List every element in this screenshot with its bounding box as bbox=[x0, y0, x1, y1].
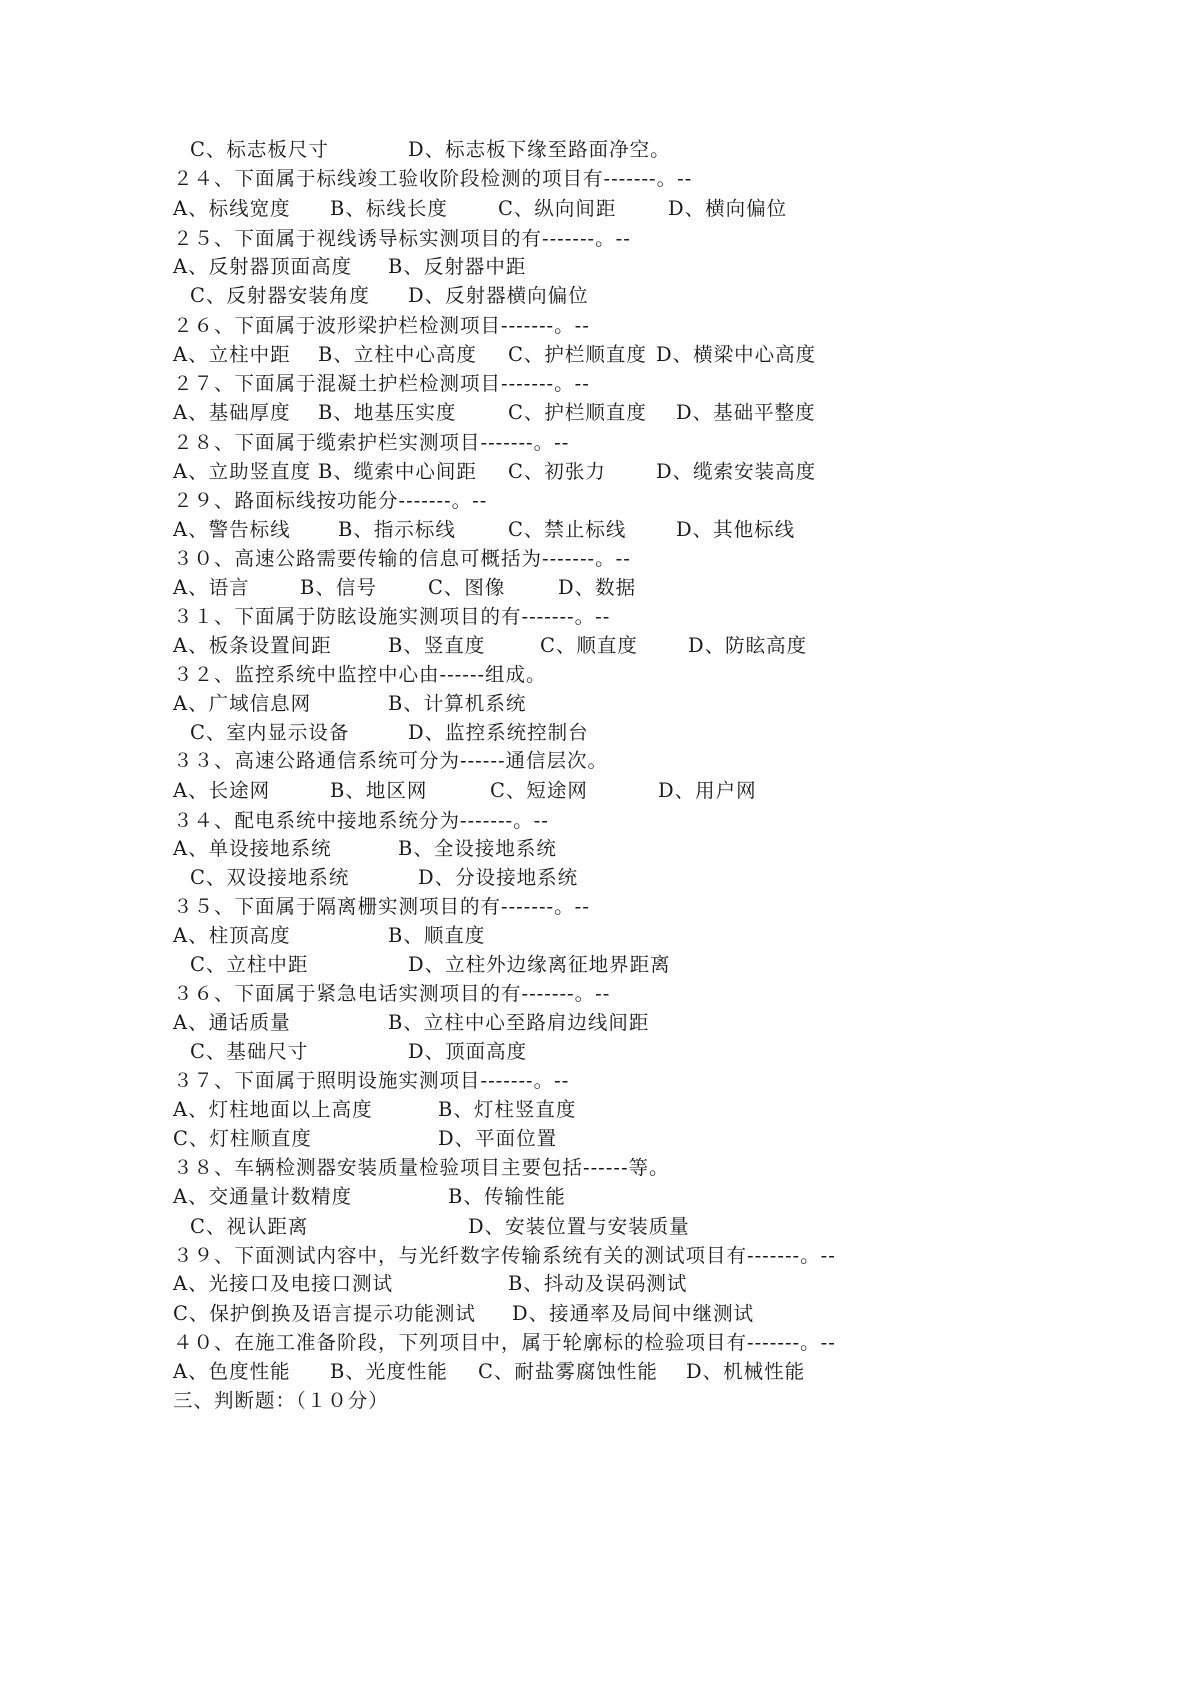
text-line bbox=[0, 1152, 1191, 1184]
question-text: ２７、下面属于混凝土护栏检测项目-------。-- bbox=[173, 372, 590, 395]
option-text: A、板条设置间距 bbox=[173, 634, 332, 657]
option-text: C、室内显示设备 bbox=[190, 721, 350, 744]
text-line bbox=[0, 745, 1191, 777]
question-text: ３５、下面属于隔离栅实测项目的有-------。-- bbox=[173, 895, 590, 918]
option-text: D、接通率及局间中继测试 bbox=[512, 1302, 755, 1325]
option-text: B、立柱中心高度 bbox=[318, 343, 477, 366]
options-row bbox=[0, 833, 1191, 865]
text-line bbox=[0, 543, 1191, 575]
option-text: D、反射器横向偏位 bbox=[408, 284, 589, 307]
option-text: C、基础尺寸 bbox=[190, 1040, 309, 1063]
option-text: A、立柱中距 bbox=[173, 343, 291, 366]
option-text: A、广域信息网 bbox=[173, 692, 312, 715]
text-line bbox=[0, 1327, 1191, 1359]
option-text: A、交通量计数精度 bbox=[173, 1185, 353, 1208]
option-text: D、监控系统控制台 bbox=[408, 721, 589, 744]
option-text: C、立柱中距 bbox=[190, 953, 309, 976]
question-text: 三、判断题：（１０分） bbox=[173, 1389, 389, 1412]
question-text: ３３、高速公路通信系统可分为------通信层次。 bbox=[173, 749, 609, 772]
options-row bbox=[0, 572, 1191, 604]
option-text: A、语言 bbox=[173, 576, 250, 599]
option-text: A、警告标线 bbox=[173, 518, 291, 541]
options-row bbox=[0, 193, 1191, 225]
option-text: B、反射器中距 bbox=[388, 255, 527, 278]
text-line bbox=[0, 368, 1191, 400]
options-row bbox=[0, 1298, 1191, 1330]
option-text: C、耐盐雾腐蚀性能 bbox=[478, 1360, 658, 1383]
options-row bbox=[0, 514, 1191, 546]
option-text: B、光度性能 bbox=[330, 1360, 448, 1383]
option-text: A、长途网 bbox=[173, 779, 271, 802]
option-text: A、反射器顶面高度 bbox=[173, 255, 353, 278]
text-line bbox=[0, 427, 1191, 459]
text-line bbox=[0, 485, 1191, 517]
options-row bbox=[0, 456, 1191, 488]
options-row bbox=[0, 1181, 1191, 1213]
options-row bbox=[0, 775, 1191, 807]
option-text: B、灯柱竖直度 bbox=[438, 1098, 577, 1121]
options-row bbox=[0, 1094, 1191, 1126]
option-text: A、单设接地系统 bbox=[173, 837, 332, 860]
text-line bbox=[0, 601, 1191, 633]
option-text: B、信号 bbox=[300, 576, 377, 599]
option-text: C、灯柱顺直度 bbox=[173, 1127, 312, 1150]
options-row bbox=[0, 1007, 1191, 1039]
question-text: ３０、高速公路需要传输的信息可概括为-------。-- bbox=[173, 547, 631, 570]
option-text: D、用户网 bbox=[658, 779, 757, 802]
question-text: ３８、车辆检测器安装质量检验项目主要包括------等。 bbox=[173, 1156, 670, 1179]
option-text: C、护栏顺直度 bbox=[508, 401, 647, 424]
option-text: B、全设接地系统 bbox=[398, 837, 557, 860]
question-text: ３２、监控系统中监控中心由------组成。 bbox=[173, 663, 547, 686]
option-text: C、纵向间距 bbox=[498, 197, 617, 220]
option-text: C、标志板尺寸 bbox=[190, 138, 329, 161]
question-text: ３６、下面属于紧急电话实测项目的有-------。-- bbox=[173, 982, 611, 1005]
text-line bbox=[0, 978, 1191, 1010]
question-text: ２６、下面属于波形梁护栏检测项目-------。-- bbox=[173, 314, 590, 337]
options-row bbox=[0, 1211, 1191, 1243]
question-text: ２４、下面属于标线竣工验收阶段检测的项目有-------。-- bbox=[173, 167, 693, 190]
options-row bbox=[0, 1356, 1191, 1388]
option-text: A、灯柱地面以上高度 bbox=[173, 1098, 373, 1121]
option-text: D、其他标线 bbox=[676, 518, 796, 541]
option-text: A、通话质量 bbox=[173, 1011, 291, 1034]
options-row bbox=[0, 280, 1191, 312]
option-text: C、初张力 bbox=[508, 460, 606, 483]
option-text: C、反射器安装角度 bbox=[190, 284, 370, 307]
question-text: ２９、路面标线按功能分-------。-- bbox=[173, 489, 488, 512]
options-row bbox=[0, 862, 1191, 894]
option-text: C、视认距离 bbox=[190, 1215, 309, 1238]
option-text: D、立柱外边缘离征地界距离 bbox=[408, 953, 671, 976]
option-text: B、计算机系统 bbox=[388, 692, 527, 715]
option-text: D、标志板下缘至路面净空。 bbox=[408, 138, 671, 161]
options-row bbox=[0, 688, 1191, 720]
options-row bbox=[0, 1036, 1191, 1068]
option-text: A、色度性能 bbox=[173, 1360, 291, 1383]
options-row bbox=[0, 339, 1191, 371]
option-text: D、基础平整度 bbox=[676, 401, 816, 424]
option-text: B、抖动及误码测试 bbox=[508, 1272, 688, 1295]
question-text: ３７、下面属于照明设施实测项目-------。-- bbox=[173, 1069, 570, 1092]
option-text: B、顺直度 bbox=[388, 924, 486, 947]
option-text: C、图像 bbox=[428, 576, 506, 599]
text-line bbox=[0, 659, 1191, 691]
option-text: B、指示标线 bbox=[338, 518, 456, 541]
option-text: B、缆索中心间距 bbox=[318, 460, 477, 483]
options-row bbox=[0, 920, 1191, 952]
option-text: C、护栏顺直度 bbox=[508, 343, 647, 366]
question-text: ２５、下面属于视线诱导标实测项目的有-------。-- bbox=[173, 227, 631, 250]
options-row bbox=[0, 1268, 1191, 1300]
options-row bbox=[0, 1123, 1191, 1155]
option-text: D、分设接地系统 bbox=[418, 866, 579, 889]
question-text: ３４、配电系统中接地系统分为-------。-- bbox=[173, 809, 549, 832]
options-row bbox=[0, 251, 1191, 283]
question-text: ３９、下面测试内容中，与光纤数字传输系统有关的测试项目有-------。-- bbox=[173, 1244, 836, 1267]
option-text: D、缆索安装高度 bbox=[656, 460, 817, 483]
option-text: C、短途网 bbox=[490, 779, 588, 802]
option-text: A、基础厚度 bbox=[173, 401, 291, 424]
option-text: D、横向偏位 bbox=[668, 197, 788, 220]
option-text: B、地基压实度 bbox=[318, 401, 457, 424]
text-line bbox=[0, 1065, 1191, 1097]
option-text: D、安装位置与安装质量 bbox=[468, 1215, 690, 1238]
options-row bbox=[0, 630, 1191, 662]
text-line bbox=[0, 310, 1191, 342]
option-text: C、双设接地系统 bbox=[190, 866, 350, 889]
question-text: ３１、下面属于防眩设施实测项目的有-------。-- bbox=[173, 605, 611, 628]
question-text: ４０、在施工准备阶段，下列项目中，属于轮廓标的检验项目有-------。-- bbox=[173, 1331, 836, 1354]
option-text: A、柱顶高度 bbox=[173, 924, 291, 947]
option-text: B、传输性能 bbox=[448, 1185, 566, 1208]
option-text: B、立柱中心至路肩边线间距 bbox=[388, 1011, 650, 1034]
option-text: D、机械性能 bbox=[686, 1360, 806, 1383]
option-text: D、数据 bbox=[558, 576, 637, 599]
option-text: D、防眩高度 bbox=[688, 634, 808, 657]
option-text: A、光接口及电接口测试 bbox=[173, 1272, 394, 1295]
options-row bbox=[0, 949, 1191, 981]
option-text: A、立助竖直度 bbox=[173, 460, 312, 483]
option-text: C、保护倒换及语言提示功能测试 bbox=[173, 1302, 476, 1325]
option-text: B、竖直度 bbox=[388, 634, 486, 657]
option-text: C、顺直度 bbox=[540, 634, 638, 657]
option-text: D、横梁中心高度 bbox=[656, 343, 817, 366]
option-text: B、地区网 bbox=[330, 779, 428, 802]
option-text: A、标线宽度 bbox=[173, 197, 291, 220]
option-text: C、禁止标线 bbox=[508, 518, 627, 541]
text-line bbox=[0, 1385, 1191, 1417]
option-text: D、顶面高度 bbox=[408, 1040, 528, 1063]
option-text: D、平面位置 bbox=[438, 1127, 558, 1150]
options-row bbox=[0, 397, 1191, 429]
question-text: ２８、下面属于缆索护栏实测项目-------。-- bbox=[173, 431, 570, 454]
text-line bbox=[0, 163, 1191, 195]
options-row bbox=[0, 134, 1191, 166]
option-text: B、标线长度 bbox=[330, 197, 448, 220]
text-line bbox=[0, 891, 1191, 923]
